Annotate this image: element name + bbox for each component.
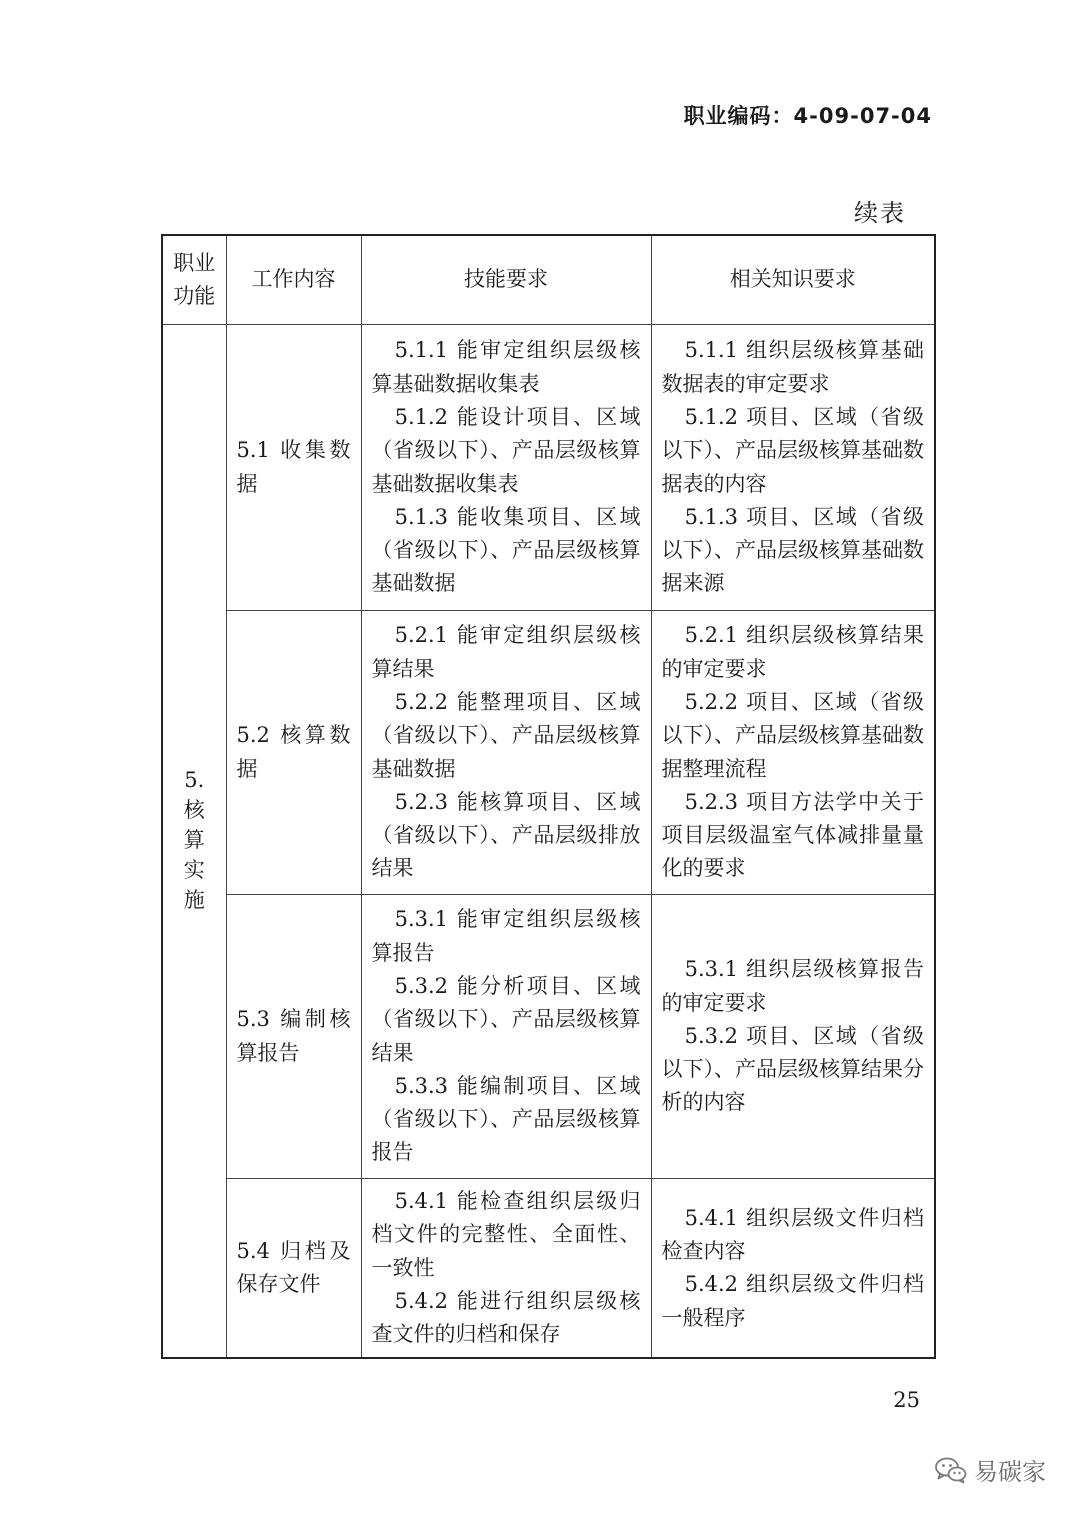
skill-item: 5.1.3 能收集项目、区域（省级以下）、产品层级核算基础数据 <box>371 504 641 596</box>
header-knowledge-requirements: 相关知识要求 <box>651 235 935 325</box>
table-header-row <box>162 235 935 325</box>
table-row <box>162 611 935 895</box>
table-row <box>162 895 935 1179</box>
knowledge-item: 5.1.2 项目、区域（省级以下）、产品层级核算基础数据表的内容 <box>661 404 924 496</box>
function-char: 核 <box>183 798 205 823</box>
wechat-icon <box>934 1456 968 1484</box>
skill-item: 5.3.1 能审定组织层级核算报告 <box>371 907 641 965</box>
knowledge-item: 5.1.3 项目、区域（省级以下）、产品层级核算基础数据来源 <box>661 504 924 596</box>
skill-cell <box>361 1179 651 1359</box>
function-char: 施 <box>183 888 205 913</box>
knowledge-item: 5.1.1 组织层级核算基础数据表的审定要求 <box>661 338 924 396</box>
function-char: 算 <box>183 828 205 853</box>
table-row <box>162 1179 935 1359</box>
function-char: 实 <box>183 858 205 883</box>
skill-item: 5.4.1 能检查组织层级归档文件的完整性、全面性、一致性 <box>371 1189 641 1280</box>
knowledge-item: 5.4.2 组织层级文件归档一般程序 <box>661 1272 924 1330</box>
knowledge-item: 5.4.1 组织层级文件归档检查内容 <box>661 1205 924 1263</box>
skill-standard-table <box>161 234 936 1359</box>
skill-item: 5.4.2 能进行组织层级核查文件的归档和保存 <box>371 1288 641 1347</box>
work-content-cell: 5.1 收集数据 <box>226 325 361 611</box>
header-function <box>162 235 226 325</box>
skill-item: 5.3.2 能分析项目、区域（省级以下）、产品层级核算结果 <box>371 973 641 1065</box>
work-content-cell: 5.4 归档及保存文件 <box>226 1179 361 1359</box>
footer-watermark <box>934 1452 1046 1487</box>
occupation-code: 职业编码：4-09-07-04 <box>683 104 932 128</box>
header-skill-requirements: 技能要求 <box>361 235 651 325</box>
function-cell <box>162 325 226 1359</box>
table-row <box>162 325 935 611</box>
knowledge-item: 5.3.1 组织层级核算报告的审定要求 <box>661 957 924 1015</box>
skill-item: 5.2.3 能核算项目、区域（省级以下）、产品层级排放结果 <box>371 789 641 881</box>
knowledge-item: 5.2.3 项目方法学中关于项目层级温室气体减排量量化的要求 <box>661 789 924 881</box>
skill-cell <box>361 325 651 611</box>
work-content-cell: 5.2 核算数据 <box>226 611 361 895</box>
header-function-line1: 职业 <box>173 250 216 275</box>
skill-item: 5.3.3 能编制项目、区域（省级以下）、产品层级核算报告 <box>371 1073 641 1165</box>
skill-item: 5.1.2 能设计项目、区域（省级以下）、产品层级核算基础数据收集表 <box>371 404 641 496</box>
knowledge-item: 5.2.2 项目、区域（省级以下）、产品层级核算基础数据整理流程 <box>661 689 924 781</box>
knowledge-item: 5.2.1 组织层级核算结果的审定要求 <box>661 623 924 681</box>
skill-cell <box>361 611 651 895</box>
function-number: 5. <box>184 768 205 793</box>
skill-item: 5.2.2 能整理项目、区域（省级以下）、产品层级核算基础数据 <box>371 689 641 781</box>
page-number: 25 <box>893 1388 920 1412</box>
header-function-line2: 功能 <box>173 284 216 308</box>
work-content-cell: 5.3 编制核算报告 <box>226 895 361 1179</box>
footer-brand-name: 易碳家 <box>974 1458 1046 1486</box>
knowledge-item: 5.3.2 项目、区域（省级以下）、产品层级核算结果分析的内容 <box>661 1023 924 1115</box>
skill-item: 5.1.1 能审定组织层级核算基础数据收集表 <box>371 338 641 396</box>
knowledge-cell <box>651 895 935 1179</box>
knowledge-cell <box>651 611 935 895</box>
skill-item: 5.2.1 能审定组织层级核算结果 <box>371 623 641 681</box>
continued-table-label: 续表 <box>854 199 906 227</box>
header-work-content: 工作内容 <box>226 235 361 325</box>
skill-cell <box>361 895 651 1179</box>
knowledge-cell <box>651 1179 935 1359</box>
knowledge-cell <box>651 325 935 611</box>
